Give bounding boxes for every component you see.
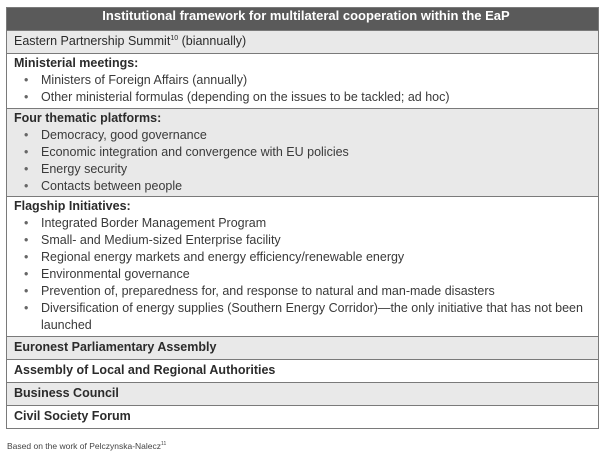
flagship-section — [7, 197, 599, 336]
source-note: Based on the work of Pelczynska-Nalecz$^{11}$ — [7, 441, 167, 451]
flagship-title: Flagship Initiatives: — [14, 199, 131, 214]
civil-society-label: Civil Society Forum — [14, 408, 131, 423]
platforms-section — [7, 108, 599, 197]
framework-table — [6, 7, 599, 429]
civil-society-row — [7, 405, 599, 428]
ministerial-section — [7, 54, 599, 109]
ministerial-list — [14, 72, 598, 108]
local-authorities-row — [7, 359, 599, 382]
list-item: • Environmental governance — [14, 266, 598, 283]
list-item: • Regional energy markets and energy efficiency/renewable energy — [14, 249, 598, 266]
list-item: • Ministers of Foreign Affairs (annually) — [14, 72, 598, 89]
summit-label: Eastern Partnership Summit$^{10}$ (biannually) — [14, 34, 247, 48]
platforms-title: Four thematic platforms: — [14, 110, 162, 125]
business-council-label: Business Council — [14, 385, 119, 400]
list-item: • Small- and Medium-sized Enterprise facility — [14, 232, 598, 249]
euronest-row — [7, 336, 599, 359]
list-item: • Integrated Border Management Program — [14, 215, 598, 232]
ministerial-title: Ministerial meetings: — [14, 56, 139, 70]
summit-row — [7, 31, 599, 54]
list-item: • Diversification of energy supplies (Southern Energy Corridor)—the only initiative that has not been launched — [14, 300, 598, 334]
list-item: • Democracy, good governance — [14, 127, 598, 144]
business-council-row — [7, 382, 599, 405]
euronest-label: Euronest Parliamentary Assembly — [14, 339, 217, 354]
platforms-list — [14, 127, 598, 197]
list-item: • Energy security — [14, 161, 598, 178]
list-item: • Prevention of, preparedness for, and response to natural and man-made disasters — [14, 283, 598, 300]
list-item: • Other ministerial formulas (depending on the issues to be tackled; ad hoc) — [14, 89, 598, 106]
summit-footnote: 10 — [170, 34, 179, 42]
source-footnote: 11 — [161, 441, 167, 448]
list-item: • Economic integration and convergence with EU policies — [14, 144, 598, 161]
flagship-list — [14, 215, 598, 335]
table-title: Institutional framework for multilateral cooperation within the EaP — [7, 8, 599, 31]
list-item: • Contacts between people — [14, 178, 598, 195]
local-authorities-label: Assembly of Local and Regional Authorities — [14, 362, 276, 377]
